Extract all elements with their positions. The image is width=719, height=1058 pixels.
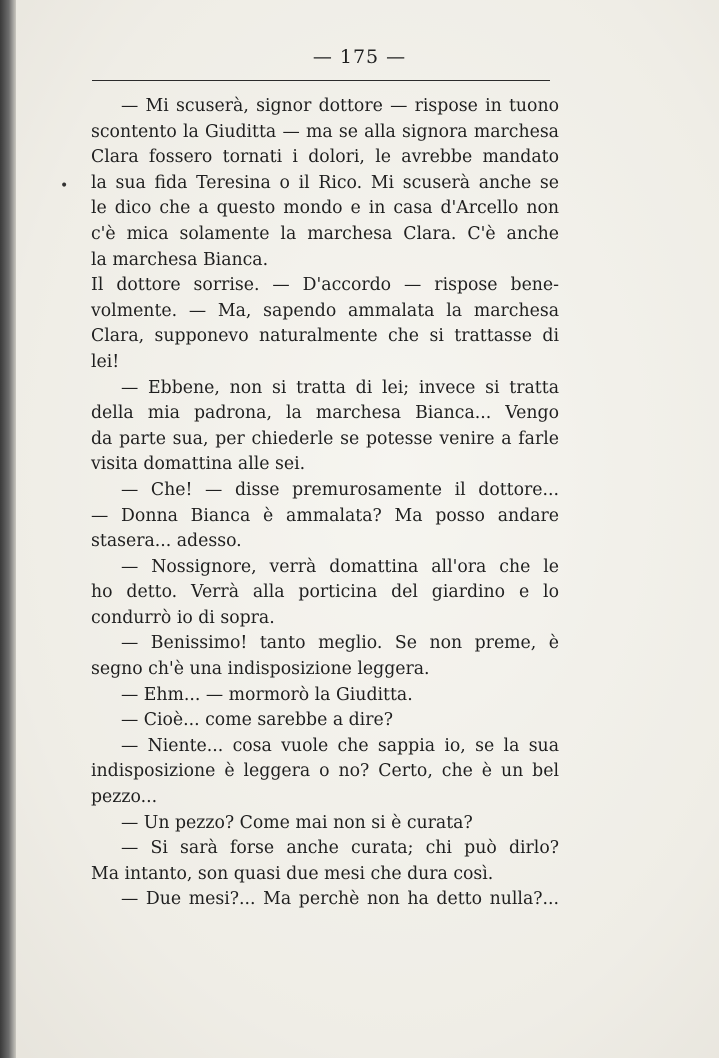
text-line: — Un pezzo? Come mai non si è curata? — [121, 812, 473, 833]
text-line: — Donna Bianca è ammalata? Ma posso andare — [91, 505, 559, 526]
text-line: visita domattina alle sei. — [91, 454, 306, 475]
text-line: — Mi scuserà, signor dottore — rispose in tuono — [121, 96, 559, 116]
text-line: le dico che a questo mondo e in casa d'Arcello non — [91, 198, 559, 219]
stray-ink-mark: • — [60, 178, 69, 194]
text-line: pezzo... — [91, 787, 158, 808]
text-line: c'è mica solamente la marchesa Clara. C'è anche — [91, 223, 559, 244]
text-line: stasera... adesso. — [91, 531, 242, 552]
text-line: — Si sarà forse anche curata; chi può dirlo? — [121, 838, 559, 859]
text-line: — Nossignore, verrà domattina all'ora che le — [121, 556, 559, 577]
text-line: — Cioè... come sarebbe a dire? — [121, 710, 393, 731]
text-line: da parte sua, per chiederle se potesse venire a farle — [91, 428, 559, 449]
text-line: la sua fida Teresina o il Rico. Mi scuserà anche se — [91, 172, 559, 193]
header-rule — [92, 80, 550, 81]
text-line: — Benissimo! tanto meglio. Se non preme, è — [121, 633, 559, 654]
text-line: — Che! — disse premurosamente il dottore... — [121, 479, 559, 500]
text-line: — Due mesi?... Ma perchè non ha detto nulla?... — [121, 889, 559, 910]
text-line: — Ebbene, non si tratta di lei; invece si tratta — [121, 377, 559, 398]
page-binding-edge — [0, 0, 16, 1058]
text-line: segno ch'è una indisposizione leggera. — [91, 659, 430, 680]
text-line: lei! — [91, 351, 120, 372]
text-line: volmente. — Ma, sapendo ammalata la marchesa — [91, 300, 559, 321]
text-line: della mia padrona, la marchesa Bianca... Vengo — [91, 403, 559, 424]
text-line: condurrò io di sopra. — [91, 607, 275, 628]
text-line: ho detto. Verrà alla porticina del giardino e lo — [91, 582, 559, 603]
text-line: Clara fossero tornati i dolori, le avrebbe mandato — [91, 147, 559, 168]
text-line: scontento la Giuditta — ma se alla signora marchesa — [91, 121, 559, 142]
text-line: Clara, supponevo naturalmente che si trattasse di — [91, 326, 559, 347]
text-line: la marchesa Bianca. — [91, 249, 269, 270]
page-number: — 175 — — [312, 46, 407, 68]
text-line: Ma intanto, son quasi due mesi che dura così. — [91, 863, 494, 884]
body-text — [91, 94, 559, 913]
text-line: indisposizione è leggera o no? Certo, che è un bel — [91, 761, 559, 782]
text-line: Il dottore sorrise. — D'accordo — rispose bene- — [91, 275, 559, 296]
text-line: — Ehm... — mormorò la Giuditta. — [121, 684, 413, 705]
text-line: — Niente... cosa vuole che sappia io, se la sua — [121, 735, 559, 756]
